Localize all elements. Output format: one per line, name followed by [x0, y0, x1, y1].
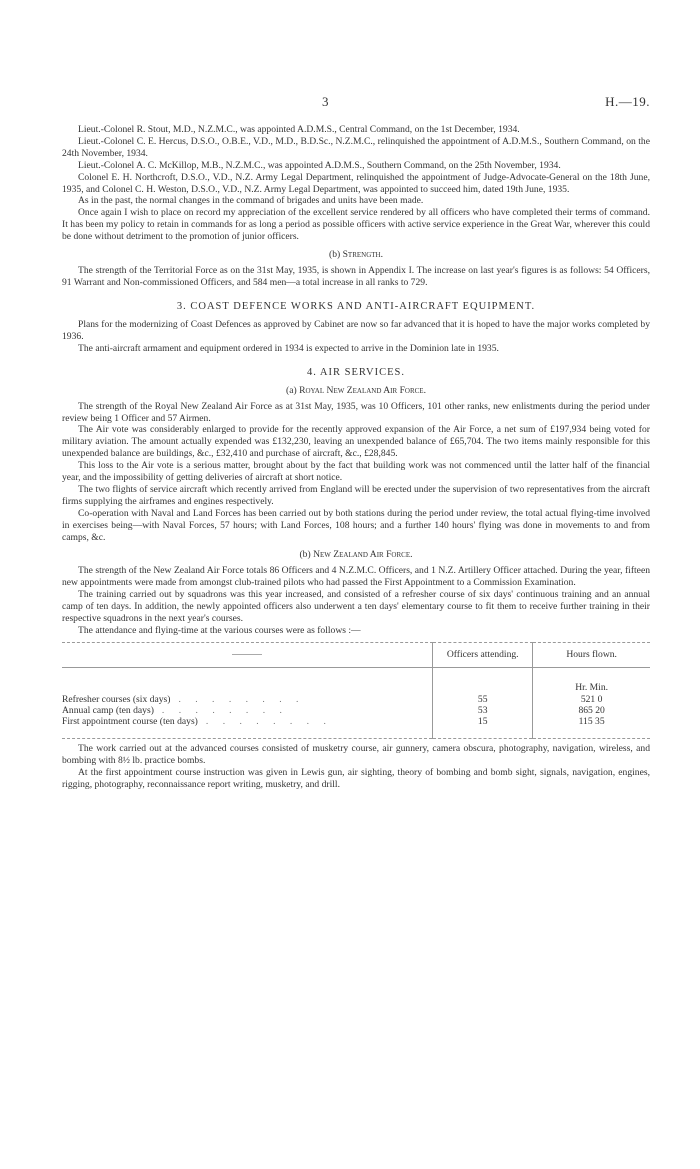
paragraph: The strength of the Royal New Zealand Air Force as at 31st May, 1935, was 10 Officers, 101 other ranks, new enlistments during the period under review being 1 Officer and 57 Airmen.	[62, 400, 650, 424]
course-name: Annual camp (ten days)	[62, 704, 154, 716]
subheading-title: New Zealand Air Force.	[313, 549, 413, 561]
paragraph: The anti-aircraft armament and equipment ordered in 1934 is expected to arrive in the Dominion late in 1935.	[78, 342, 499, 354]
document-page	[62, 94, 650, 791]
header-hours: Hours flown.	[533, 643, 650, 667]
hours-value: 521 0	[533, 694, 650, 705]
subheading-label: (a)	[286, 384, 297, 396]
paragraph: This loss to the Air vote is a serious matter, brought about by the fact that building work was not commenced until the latter half of the financial year, and the impossibility of getting deliveries of aircraft at short notice.	[62, 460, 650, 484]
page-header	[62, 94, 650, 124]
subheading-label: (b)	[299, 549, 311, 561]
units-label: Hr. Min.	[533, 667, 650, 694]
paragraph: As in the past, the normal changes in the command of brigades and units have been made.	[78, 195, 424, 207]
courses-table	[62, 642, 650, 740]
officers-value: 15	[433, 716, 533, 727]
paragraph: Once again I wish to place on record my appreciation of the excellent service rendered by all officers who have completed their terms of command. It has been my policy to retain in commands for as long a period as possible officers with active service experience in the Great War, wherever this could be done without detriment to the promotion of junior officers.	[62, 207, 650, 243]
table-row	[62, 705, 650, 716]
paragraph: At the first appointment course instruction was given in Lewis gun, air sighting, theory of bombing and bomb sight, signals, navigation, engines, rigging, photography, reconnaissance report writing, musketry, and drill.	[62, 767, 650, 791]
paragraph: Lieut.-Colonel R. Stout, M.D., N.Z.M.C., was appointed A.D.M.S., Central Command, on the 1st December, 1934.	[78, 124, 520, 135]
table-row	[62, 716, 650, 727]
header-dash	[232, 654, 262, 655]
nzaf-subheading	[62, 549, 650, 560]
subheading-title: Royal New Zealand Air Force.	[299, 384, 426, 396]
paragraph: The work carried out at the advanced courses consisted of musketry course, air gunnery, camera obscura, photography, navigation, wireless, and bombing with 8½ lb. practice bombs.	[62, 743, 650, 767]
air-services-heading: 4. AIR SERVICES.	[306, 366, 405, 378]
header-officers: Officers attending.	[433, 643, 533, 667]
subheading-title: Strength.	[342, 249, 383, 261]
course-name: Refresher courses (six days)	[62, 693, 171, 705]
dot-leader: . . . . . . . .	[205, 715, 332, 727]
officers-value: 53	[433, 705, 533, 716]
document-reference: H.—19.	[605, 94, 650, 109]
strength-subheading	[62, 249, 650, 260]
hours-value: 865 20	[533, 705, 650, 716]
page-number: 3	[322, 94, 329, 109]
header-blank-cell	[62, 643, 433, 667]
table-header-row	[62, 643, 650, 667]
hours-value: 115 35	[533, 716, 650, 727]
table-row	[62, 694, 650, 705]
dot-leader: . . . . . . . .	[178, 693, 305, 705]
paragraph: Colonel E. H. Northcroft, D.S.O., V.D., N.Z. Army Legal Department, relinquished the appointment of Judge-Advocate-General on the 18th June, 1935, and Colonel C. H. Weston, D.S.O., V.D., N.Z. Army Legal Department, was appointed to succeed him, dated 19th June, 1935.	[62, 171, 650, 195]
paragraph: The attendance and flying-time at the various courses were as follows :—	[78, 625, 361, 636]
paragraph: The strength of the Territorial Force as on the 31st May, 1935, is shown in Appendix I. The increase on last year's figures is as follows: 54 Officers, 91 Warrant and Non-commissioned Officers, and 584 men—a total increase in all ranks to 729.	[62, 265, 650, 288]
units-row	[62, 667, 650, 694]
intro-section	[62, 124, 650, 243]
paragraph: Lieut.-Colonel A. C. McKillop, M.B., N.Z.M.C., was appointed A.D.M.S., Southern Command, on the 25th November, 1934.	[78, 159, 561, 171]
paragraph: Co-operation with Naval and Land Forces has been carried out by both stations during the period under review, the total actual flying-time involved in exercises being—with Naval Forces, 57 hours; with Land Forces, 108 hours; and a further 140 hours' flying was done in movements to and from camps, &c.	[62, 507, 650, 543]
paragraph: The strength of the New Zealand Air Force totals 86 Officers and 4 N.Z.M.C. Officers, and 1 N.Z. Artillery Officer attached. During the year, fifteen new appointments were made from amongst club-trained pilots who had passed the First Appointment to a Commission Examination.	[62, 565, 650, 589]
paragraph: The training carried out by squadrons was this year increased, and consisted of a refresher course of six days' continuous training and an annual camp of ten days. In addition, the newly appointed officers also underwent a ten days' elementary course to fit them to receive further training in their respective squadrons in the next year's courses.	[62, 589, 650, 625]
course-name: First appointment course (ten days)	[62, 715, 198, 727]
coast-defence-heading: 3. COAST DEFENCE WORKS AND ANTI-AIRCRAFT EQUIPMENT.	[176, 300, 536, 312]
paragraph: Lieut.-Colonel C. E. Hercus, D.S.O., O.B.E., V.D., M.D., B.D.Sc., N.Z.M.C., relinquished the appointment of A.D.M.S., Southern Command, on the 24th November, 1934.	[62, 135, 650, 159]
paragraph: The two flights of service aircraft which recently arrived from England will be erected under the supervision of two representatives from the aircraft firms supplying the airframes and engines respectively.	[62, 483, 650, 507]
table-bottom-rule	[62, 727, 650, 739]
officers-value: 55	[433, 694, 533, 705]
paragraph: Plans for the modernizing of Coast Defences as approved by Cabinet are now so far advanced that it is hoped to have the major works completed by 1936.	[62, 318, 650, 342]
rnzaf-subheading	[62, 385, 650, 396]
subheading-label: (b)	[329, 249, 341, 261]
paragraph: The Air vote was considerably enlarged to provide for the recently approved expansion of the Air Force, a net sum of £197,934 being voted for military aviation. The amount actually expended was £132,230, leaving an unexpended balance of £65,704. The two items mainly responsible for this unexpended balance are buildings, &c., £32,410 and purchase of aircraft, &c., £28,845.	[62, 424, 650, 460]
dot-leader: . . . . . . . .	[161, 704, 288, 716]
